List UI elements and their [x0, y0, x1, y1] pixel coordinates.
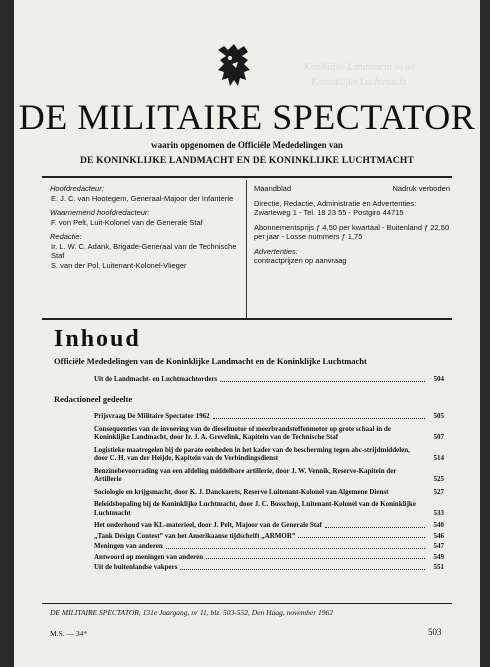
toc-entry[interactable] — [94, 467, 444, 484]
colophon-admin — [254, 184, 450, 266]
toc-entry-page: 551 — [433, 563, 444, 571]
toc-entry-page: 525 — [433, 475, 444, 483]
maandblad-text: Maandblad — [254, 184, 292, 193]
toc-entry-page: 540 — [433, 521, 444, 529]
info-top-rule — [42, 176, 452, 178]
toc-entry-page: 549 — [433, 552, 444, 561]
page-number: 503 — [428, 627, 442, 637]
section-official-list — [94, 375, 444, 384]
nadruk-text: Nadruk verboden — [392, 184, 450, 193]
toc-entry-text: Prijsvraag De Militaire Spectator 1962 — [94, 412, 210, 420]
journal-page — [14, 0, 480, 667]
toc-entry-text: Antwoord op meningen van anderen — [94, 552, 204, 561]
section-editorial-list — [94, 412, 444, 572]
section-editorial-title: Redactioneel gedeelte — [54, 394, 133, 404]
hoofdredacteur-value: E. J. C. van Hootegem, Generaal-Majoor der Infanterie — [51, 193, 234, 203]
toc-entry-page: 507 — [433, 433, 444, 441]
lion-emblem-icon — [212, 42, 256, 90]
colophon-box — [42, 180, 452, 318]
contents-heading: Inhoud — [54, 326, 141, 352]
info-bottom-rule — [42, 318, 452, 320]
toc-entry[interactable] — [94, 553, 444, 562]
toc-entry-text: Benzinebevoorrading van een afdeling middelbare artillerie, door J. W. Vennik, Reserve-Kapitein der Artillerie — [94, 466, 397, 483]
waarnemend-value: F. von Pelt, Luit-Kolonel van de Generale Staf — [51, 217, 203, 227]
toc-entry-text: Sociologie en krijgsmacht, door K. J. Danckaerts, Reserve Luitenant-Kolonel van Algemene Dienst — [94, 487, 389, 496]
toc-entry-text: Uit de buitenlandse vakpers — [94, 563, 178, 571]
toc-entry[interactable] — [94, 446, 444, 463]
toc-entry[interactable] — [94, 521, 444, 530]
footer-rule — [42, 603, 452, 604]
toc-entry[interactable] — [94, 500, 444, 517]
toc-entry-text: Uit de Landmacht- en Luchtmachtorders — [94, 375, 218, 383]
colophon-editors — [50, 184, 240, 270]
issue-footer: DE MILITAIRE SPECTATOR, 131e Jaargang, nr 11, blz. 503-552, Den Haag, november 1962 — [50, 608, 334, 617]
toc-entry-page: 514 — [433, 454, 444, 462]
toc-entry[interactable] — [94, 563, 444, 572]
masthead-organisations: DE KONINKLIJKE LANDMACHT EN DE KONINKLIJKE LUCHTMACHT — [80, 156, 414, 166]
toc-entry[interactable] — [94, 542, 444, 551]
ghost-line-1: Konikiijke Landmacht in de — [303, 62, 415, 73]
redactie-value-1: Ir. L. W. C. Adank, Brigade-Generaal van de Technische Staf — [51, 241, 237, 260]
toc-entry-text: „Tank Design Contest” van het Amerikaanse tijdschrift „ARMOR” — [94, 531, 296, 540]
toc-entry[interactable] — [94, 375, 444, 384]
toc-entry-page: 547 — [433, 542, 444, 550]
hoofdredacteur-label: Hoofdredacteur: — [50, 184, 104, 193]
toc-entry[interactable] — [94, 412, 444, 421]
ghost-line-2: Koninklijke Luchtmacht — [311, 77, 407, 88]
waarnemend-label: Waarnemend hoofdredacteur: — [50, 208, 150, 217]
directie-text: Directie, Redactie, Administratie en Advertenties: — [254, 198, 417, 208]
toc-entry-text: Consequenties van de invoering van de dieselmotor of meerbrandstoffenmotor op grote schaal in de Koninklijke Landmacht, door Ir. J. A. Grevelink, Kapitein van de Technische Staf — [94, 424, 391, 441]
abonnement-text: Abonnementsprijs ƒ 4,50 per kwartaal - Buitenland ƒ 22,50 per jaar - Losse nummers ƒ 1,75 — [254, 222, 450, 241]
toc-entry[interactable] — [94, 488, 444, 497]
address-text: Zwarteweg 1 - Tel. 18 23 55 - Postgiro 44715 — [254, 208, 404, 217]
colophon-divider — [246, 180, 247, 318]
toc-entry-text: Meningen van anderen — [94, 542, 163, 550]
toc-entry-text: Het onderhoud van KL-materieel, door J. Pelt, Majoor van de Generale Staf — [94, 521, 322, 529]
toc-entry-page: 546 — [433, 531, 444, 540]
masthead-subtitle: waarin opgenomen de Officiële Mededelingen van — [151, 140, 343, 150]
toc-entry-page: 533 — [433, 508, 444, 517]
toc-entry-page: 505 — [433, 412, 444, 420]
toc-entry[interactable] — [94, 532, 444, 541]
redactie-value-2: S. van der Pol, Luitenant-Kolonel-Vlieger — [51, 260, 187, 270]
redactie-label: Redactie: — [50, 232, 82, 241]
bleed-through-text — [254, 60, 464, 90]
signature-mark: M.S. — 34* — [50, 629, 88, 638]
advertenties-value: contractprijzen op aanvraag — [254, 256, 347, 265]
advertenties-label: Advertenties: — [254, 246, 298, 256]
masthead-title: DE MILITAIRE SPECTATOR — [18, 97, 476, 137]
toc-entry-text: Logistieke maatregelen bij de parate eenheden in het kader van de bescherming tegen abc-strijdmiddelen, door C. H. van der Heijde, Kapitein van de Verbindingsdienst — [94, 445, 410, 462]
toc-entry[interactable] — [94, 425, 444, 442]
section-official-title: Officiële Mededelingen van de Koninklijke Landmacht en de Koninklijke Luchtmacht — [54, 356, 367, 366]
toc-entry-page: 527 — [433, 487, 444, 496]
toc-entry-text: Beleidsbepaling bij de Koninklijke Luchtmacht, door J. C. Bosschop, Luitenant-Kolonel van de Koninklijke Luchtmacht — [94, 500, 416, 517]
toc-entry-page: 504 — [433, 375, 444, 383]
